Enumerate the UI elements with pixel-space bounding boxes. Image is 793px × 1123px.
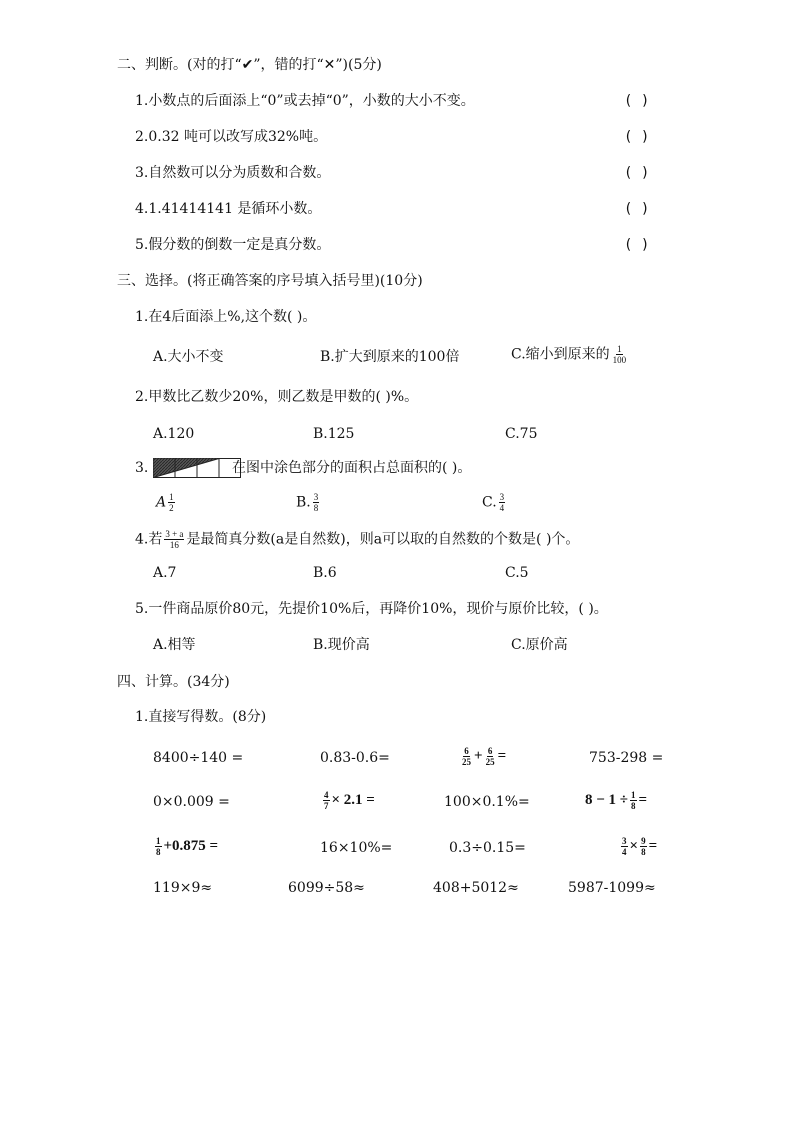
fraction-numerator: 4 xyxy=(324,790,329,800)
fraction-numerator: 1 xyxy=(169,492,174,502)
calc-4-1: 119×9≈ xyxy=(153,880,213,896)
fraction xyxy=(630,790,637,811)
fraction-denominator: 8 xyxy=(156,847,161,857)
q3-option-b[interactable] xyxy=(296,492,321,513)
judge-item-5: 5.假分数的倒数一定是真分数。 xyxy=(135,237,331,253)
fraction-denominator: 4 xyxy=(499,503,505,513)
q1-option-a[interactable]: A.大小不变 xyxy=(153,349,224,365)
fraction xyxy=(499,492,506,513)
fraction-denominator: 8 xyxy=(641,847,646,857)
judge-item-3: 3.自然数可以分为质数和合数。 xyxy=(135,165,331,181)
fraction-numerator: 1 xyxy=(617,344,622,354)
choice-q3-number: 3. xyxy=(135,460,149,476)
q4-option-c[interactable]: C.5 xyxy=(505,565,529,581)
expression-prefix: 8 − 1 ÷ xyxy=(585,791,629,808)
q2-option-b[interactable]: B.125 xyxy=(313,426,355,442)
calc-1-2: 0.83-0.6= xyxy=(320,750,390,766)
fraction-denominator: 8 xyxy=(313,503,319,513)
q2-option-a[interactable]: A.120 xyxy=(153,426,195,442)
fraction-numerator: 6 xyxy=(487,746,493,756)
calc-1-1: 8400÷140 = xyxy=(153,750,244,766)
calc-4-3: 408+5012≈ xyxy=(433,880,519,896)
judge-item-2: 2.0.32 吨可以改写成32%吨。 xyxy=(135,129,328,145)
q1-option-b[interactable]: B.扩大到原来的100倍 xyxy=(320,349,460,365)
expression-rest: +0.875 = xyxy=(163,837,219,854)
fraction xyxy=(313,492,320,513)
choice-q5: 5.一件商品原价80元，先提价10%后，再降价10%，现价与原价比较，( )。 xyxy=(135,601,608,617)
fraction-denominator: 100 xyxy=(612,355,627,365)
answer-paren-5[interactable]: ( ) xyxy=(624,237,650,253)
answer-paren-4[interactable]: ( ) xyxy=(624,201,650,217)
section4-heading: 四、计算。(34分) xyxy=(117,674,230,690)
answer-paren-3[interactable]: ( ) xyxy=(624,165,650,181)
expression-rest: × 2.1 = xyxy=(331,791,375,808)
q5-option-c[interactable]: C.原价高 xyxy=(511,637,568,653)
q4-prefix: 4.若 xyxy=(135,531,163,548)
fraction xyxy=(168,492,175,513)
q5-option-b[interactable]: B.现价高 xyxy=(313,637,370,653)
q1-option-c-label: C.缩小到原来的 xyxy=(511,346,610,363)
fraction-numerator: 3 + a xyxy=(165,529,184,539)
calc-2-3: 100×0.1%= xyxy=(444,794,530,810)
equals-sign: = xyxy=(497,747,507,764)
equals-sign: = xyxy=(648,837,658,854)
section2-heading: 二、判断。(对的打“✔”，错的打“✕”)(5分) xyxy=(117,57,382,73)
fraction xyxy=(155,836,162,857)
calc-4-4: 5987-1099≈ xyxy=(568,880,656,896)
fraction-numerator: 3 xyxy=(499,492,505,502)
calc-3-1 xyxy=(153,836,218,857)
fraction-numerator: 3 xyxy=(313,492,319,502)
fraction-denominator: 25 xyxy=(462,757,471,767)
calc-3-4 xyxy=(619,836,657,857)
fraction-denominator: 2 xyxy=(169,503,174,513)
q4-option-a[interactable]: A.7 xyxy=(153,565,177,581)
q3-option-c[interactable] xyxy=(482,492,507,513)
fraction-numerator: 1 xyxy=(631,790,636,800)
fraction xyxy=(621,836,628,857)
q3-option-a[interactable] xyxy=(156,492,177,513)
fraction-denominator: 7 xyxy=(324,801,329,811)
answer-paren-2[interactable]: ( ) xyxy=(624,129,650,145)
judge-item-4: 4.1.41414141 是循环小数。 xyxy=(135,201,322,217)
calc-3-2: 16×10%= xyxy=(320,840,393,856)
judge-item-1: 1.小数点的后面添上“0”或去掉“0”，小数的大小不变。 xyxy=(135,93,475,109)
section4-sub1: 1.直接写得数。(8分) xyxy=(135,709,267,725)
answer-paren-1[interactable]: ( ) xyxy=(624,93,650,109)
q2-option-c[interactable]: C.75 xyxy=(505,426,538,442)
calc-2-2 xyxy=(321,790,375,811)
fraction xyxy=(164,529,184,550)
q4-text: 是最简真分数(a是自然数)，则a可以取的自然数的个数是( )个。 xyxy=(186,531,580,548)
calc-4-2: 6099÷58≈ xyxy=(288,880,365,896)
calc-1-3 xyxy=(459,746,506,767)
fraction-numerator: 9 xyxy=(641,836,646,846)
q4-option-b[interactable]: B.6 xyxy=(313,565,337,581)
fraction-numerator: 1 xyxy=(156,836,161,846)
fraction xyxy=(323,790,330,811)
q3-option-b-label: B. xyxy=(296,494,311,511)
fraction-numerator: 6 xyxy=(464,746,469,756)
fraction xyxy=(612,344,628,365)
choice-q4 xyxy=(135,529,579,550)
plus-sign: + xyxy=(474,747,483,764)
q5-option-a[interactable]: A.相等 xyxy=(153,637,196,653)
fraction-denominator: 25 xyxy=(485,757,495,767)
fraction xyxy=(485,746,496,767)
q3-option-a-label: A xyxy=(156,494,167,511)
q3-option-c-label: C. xyxy=(482,494,497,511)
q1-option-c[interactable] xyxy=(511,344,629,365)
fraction-denominator: 16 xyxy=(169,540,179,550)
calc-3-3: 0.3÷0.15= xyxy=(449,840,526,856)
choice-q1: 1.在4后面添上%,这个数( )。 xyxy=(135,309,317,325)
calc-2-1: 0×0.009 = xyxy=(153,794,230,810)
section3-heading: 三、选择。(将正确答案的序号填入括号里)(10分) xyxy=(117,273,423,289)
times-sign: × xyxy=(629,837,639,854)
calc-2-4 xyxy=(585,790,647,811)
choice-q2: 2.甲数比乙数少20%，则乙数是甲数的( )%。 xyxy=(135,389,419,405)
shaded-rectangle-figure xyxy=(153,458,241,478)
fraction-denominator: 4 xyxy=(622,847,627,857)
calc-1-4: 753-298 = xyxy=(589,750,664,766)
fraction-numerator: 3 xyxy=(622,836,627,846)
fraction xyxy=(461,746,472,767)
fraction-denominator: 8 xyxy=(631,801,636,811)
fraction xyxy=(640,836,647,857)
choice-q3: 在图中涂色部分的面积占总面积的( )。 xyxy=(232,460,472,476)
equals-sign: = xyxy=(638,791,648,808)
